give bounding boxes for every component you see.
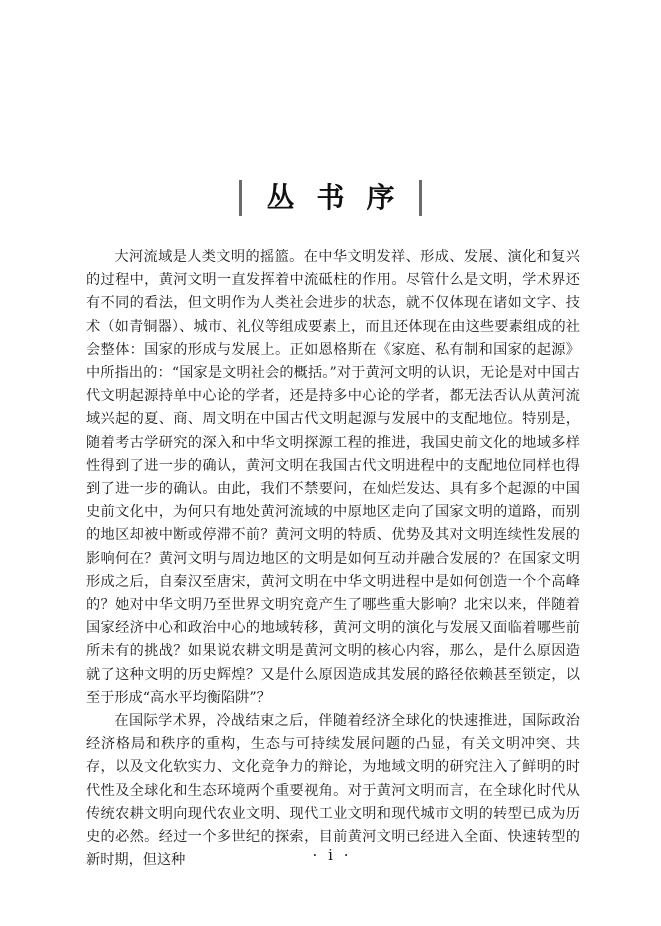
paragraph: 大河流域是人类文明的摇篮。在中华文明发祥、形成、发展、演化和复兴的过程中，黄河文明一直发挥着中流砥柱的作用。尽管什么是文明，学术界还有不同的看法，但文明作为人类社会进步的状态，就不仅体现在诸如文字、技术（如青铜器）、城市、礼仪等组成要素上，而且还体现在由这些要素组成的社会整体：国家的形成与发展上。正如恩格斯在《家庭、私有制和国家的起源》中所指出的：“国家是文明社会的概括。”对于黄河文明的认识，无论是对中国古代文明起源持单中心论的学者，还是持多中心论的学者，都无法否认从黄河流域兴起的夏、商、周文明在中国古代文明起源与发展中的支配地位。特别是，随着考古学研究的深入和中华文明探源工程的推进，我国史前文化的地域多样性得到了进一步的确认，黄河文明在我国古代文明进程中的支配地位同样也得到了进一步的确认。由此，我们不禁要问，在灿烂发达、具有多个起源的中国史前文化中，为何只有地处黄河流域的中原地区走向了国家文明的道路，而别的地区却被中断或停滞不前？黄河文明的特质、优势及其对文明连续性发展的影响何在？黄河文明与周边地区的文明是如何互动并融合发展的？在国家文明形成之后，自秦汉至唐宋，黄河文明在中华文明进程中是如何创造一个个高峰的？她对中华文明乃至世界文明究竟产生了哪些重大影响？北宋以来，伴随着国家经济中心和政治中心的地域转移，黄河文明的演化与发展又面临着哪些前所未有的挑战？如果说农耕文明是黄河文明的核心内容，那么，是什么原因造就了这种文明的历史辉煌？又是什么原因造成其发展的路径依赖甚至锁定，以至于形成“高水平均衡陷阱”？ [86, 249, 580, 706]
page-footer [0, 846, 661, 864]
page-number: i [328, 846, 333, 864]
title-block [0, 180, 661, 216]
footer-dot-left: · [312, 846, 318, 864]
page-title: 丛书序 [239, 180, 421, 216]
paragraph: 在国际学术界，冷战结束之后，伴随着经济全球化的快速推进，国际政治经济格局和秩序的重构，生态与可持续发展问题的凸显，有关文明冲突、共存，以及文化软实力、文化竞争力的辩论，为地域文明的研究注入了鲜明的时代性及全球化和生态环境两个重要视角。对于黄河文明而言，在全球化时代从传统农耕文明向现代农业文明、现代工业文明和现代城市文明的转型已成为历史的必然。经过一个多世纪的探索，目前黄河文明已经进入全面、快速转型的新时期，但这种 [86, 713, 580, 869]
footer-dot-right: · [343, 846, 349, 864]
preface-body [86, 246, 580, 872]
